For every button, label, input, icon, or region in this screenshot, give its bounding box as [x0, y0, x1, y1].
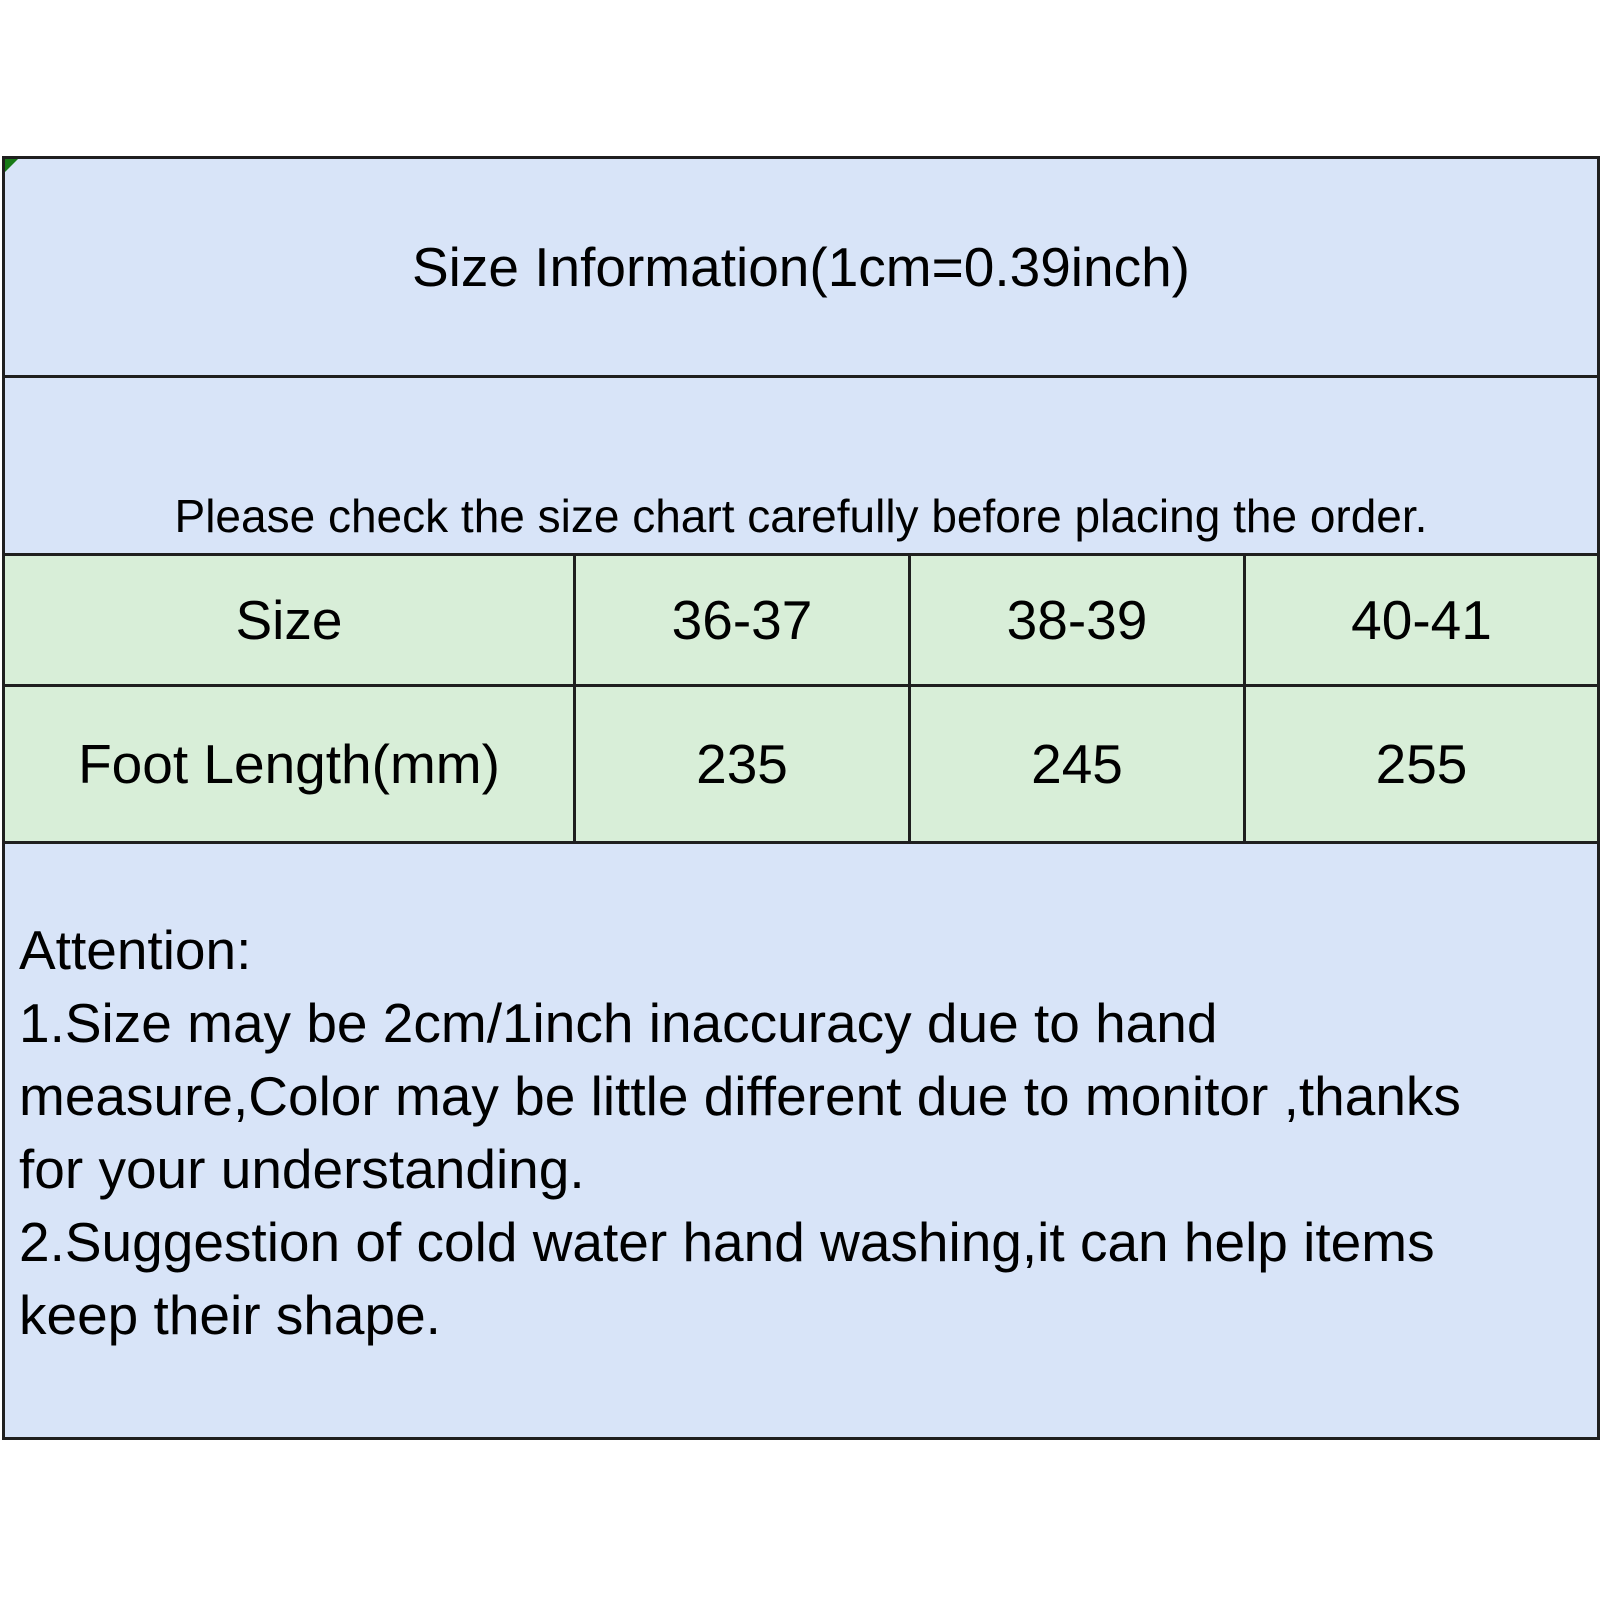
attention-note-line: for your understanding.: [19, 1138, 585, 1200]
size-value-cell: 40-41: [1243, 556, 1597, 684]
size-value-cell: 36-37: [573, 556, 908, 684]
size-chart-panel: [2, 156, 1600, 1440]
notice-text: Please check the size chart carefully before placing the order.: [174, 490, 1428, 542]
attention-note-line: 2.Suggestion of cold water hand washing,it can help items: [19, 1211, 1435, 1273]
attention-note-line: measure,Color may be little different due to monitor ,thanks: [19, 1065, 1461, 1127]
table-row-foot-length: [5, 684, 1597, 841]
page-title: Size Information(1cm=0.39inch): [411, 236, 1190, 298]
attention-heading: Attention:: [19, 919, 252, 981]
table-row-size: [5, 553, 1597, 684]
foot-length-value-cell: 235: [573, 687, 908, 841]
foot-length-value-cell: 245: [908, 687, 1243, 841]
size-value-cell: 38-39: [908, 556, 1243, 684]
notice-row: [5, 375, 1597, 553]
size-row-header-cell: Size: [235, 589, 343, 651]
attention-note-line: 1.Size may be 2cm/1inch inaccuracy due to hand: [19, 992, 1218, 1054]
foot-length-value-cell: 255: [1243, 687, 1597, 841]
attention-section: [5, 841, 1597, 1437]
title-row: [5, 159, 1597, 375]
foot-length-header-cell: Foot Length(mm): [78, 733, 500, 795]
corner-marker-icon: [5, 159, 18, 172]
attention-note-line: keep their shape.: [19, 1284, 441, 1346]
